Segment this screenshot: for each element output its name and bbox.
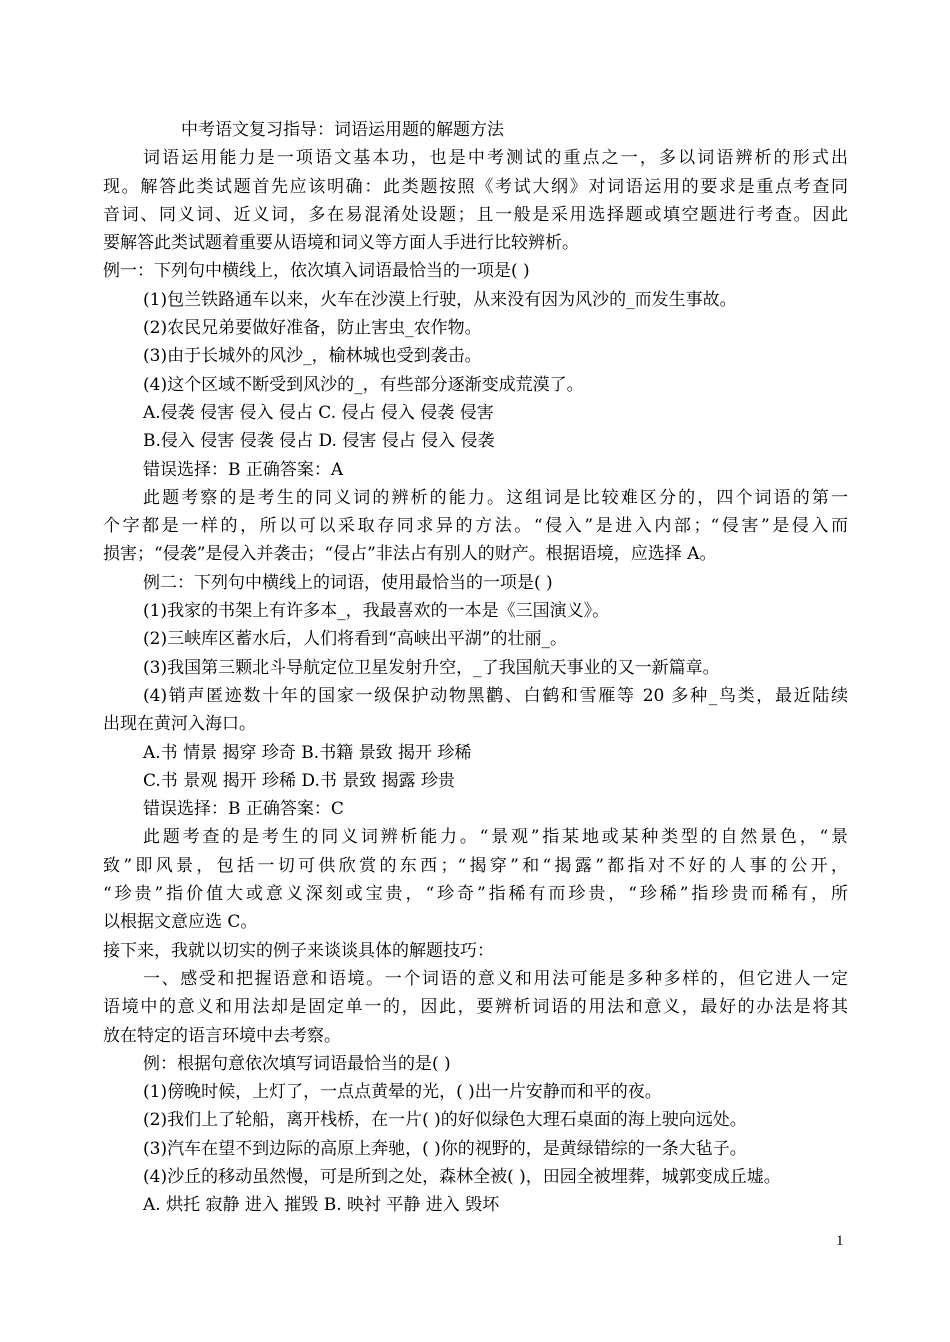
example3-options: A. 烘托 寂静 进入 摧毁 B. 映衬 平静 进入 毁坏: [143, 1195, 500, 1216]
example3-item: (1)傍晚时候，上灯了，一点点黄晕的光，( )出一片安静而和平的夜。: [143, 1082, 662, 1103]
example1-item: (1)包兰铁路通车以来，火车在沙漠上行驶，从来没有因为风沙的_而发生事故。: [143, 289, 737, 310]
intro-line: 现。解答此类试题首先应该明确：此类题按照《考试大纲》对词语运用的要求是重点考查同: [103, 176, 848, 197]
example1-answer: 错误选择：B 正确答案：A: [143, 459, 344, 480]
example2-options: A.书 情景 揭穿 珍奇 B.书籍 景致 揭开 珍稀: [143, 742, 472, 763]
example1-analysis-line: 损害；“侵袭”是侵入并袭击；“侵占”非法占有别人的财产。根据语境，应选择 A。: [103, 544, 717, 565]
example1-analysis-line: 个字都是一样的，所以可以采取存同求异的方法。“侵入”是进入内部；“侵害”是侵入而: [103, 516, 848, 537]
example2-analysis-line: “珍贵”指价值大或意义深刻或宝贵，“珍奇”指稀有而珍贵，“珍稀”指珍贵而稀有，所: [103, 884, 848, 905]
example3-item: (4)沙丘的移动虽然慢，可是所到之处，森林全被( )，田园全被埋葬，城郭变成丘墟。: [143, 1166, 781, 1187]
page-number: 1: [836, 1233, 844, 1249]
document-body: [103, 116, 848, 1220]
example3-item: (2)我们上了轮船，离开栈桥，在一片( )的好似绿色大理石桌面的海上驶向远处。: [143, 1110, 747, 1131]
example1-item: (4)这个区域不断受到风沙的_，有些部分逐渐变成荒漠了。: [143, 374, 584, 395]
example1-options: B.侵入 侵害 侵袭 侵占 D. 侵害 侵占 侵入 侵袭: [143, 431, 495, 452]
example2-analysis-line: 以根据文意应选 C。: [103, 912, 258, 933]
example2-item: (4)销声匿迹数十年的国家一级保护动物黑鹳、白鹤和雪雁等 20 多种_鸟类，最近陆续: [143, 685, 848, 706]
example2-options: C.书 景观 揭开 珍稀 D.书 景致 揭露 珍贵: [143, 770, 456, 791]
example3-heading: 例：根据句意依次填写词语最恰当的是( ): [143, 1053, 451, 1074]
intro-line: 词语运用能力是一项语文基本功，也是中考测试的重点之一，多以词语辨析的形式出: [143, 148, 848, 169]
example2-analysis-line: 此题考查的是考生的同义词辨析能力。“景观”指某地或某种类型的自然景色，“景: [143, 827, 848, 848]
example1-item: (2)农民兄弟要做好准备，防止害虫_农作物。: [143, 318, 482, 339]
section1-line: 一、感受和把握语意和语境。一个词语的意义和用法可能是多种多样的，但它进人一定: [143, 968, 848, 989]
intro-line: 音词、同义词、近义词，多在易混淆处设题；且一般是采用选择题或填空题进行考查。因此: [103, 204, 848, 225]
example1-heading: 例一：下列句中横线上，依次填入词语最恰当的一项是( ): [103, 261, 530, 282]
section1-line: 放在特定的语言环境中去考察。: [103, 1025, 341, 1046]
example1-options: A.侵袭 侵害 侵入 侵占 C. 侵占 侵入 侵袭 侵害: [143, 402, 494, 423]
example2-item: (2)三峡库区蓄水后，人们将看到“高峡出平湖”的壮丽_。: [143, 629, 567, 650]
intro-line: 要解答此类试题着重要从语境和词义等方面人手进行比较辨析。: [103, 233, 579, 254]
example2-analysis-line: 致”即风景，包括一切可供欣赏的东西；“揭穿”和“揭露”都指对不好的人事的公开，: [103, 855, 848, 876]
example1-analysis-line: 此题考察的是考生的同义词的辨析的能力。这组词是比较难区分的，四个词语的第一: [143, 487, 848, 508]
example2-item: (1)我家的书架上有许多本_，我最喜欢的一本是《三国演义》。: [143, 601, 610, 622]
example2-answer: 错误选择：B 正确答案：C: [143, 799, 344, 820]
example2-item: 出现在黄河入海口。: [103, 714, 256, 735]
section1-line: 语境中的意义和用法却是固定单一的，因此，要辨析词语的用法和意义，最好的办法是将其: [103, 997, 848, 1018]
example2-item: (3)我国第三颗北斗导航定位卫星发射升空，_了我国航天事业的又一新篇章。: [143, 657, 720, 678]
example3-item: (3)汽车在望不到边际的高原上奔驰，( )你的视野的，是黄绿错综的一条大毡子。: [143, 1138, 747, 1159]
transition-line: 接下来，我就以切实的例子来谈谈具体的解题技巧：: [103, 940, 494, 961]
example1-item: (3)由于长城外的风沙_，榆林城也受到袭击。: [143, 346, 482, 367]
document-title: 中考语文复习指导：词语运用题的解题方法: [181, 120, 504, 140]
example2-heading: 例二：下列句中横线上的词语，使用最恰当的一项是( ): [143, 572, 553, 593]
